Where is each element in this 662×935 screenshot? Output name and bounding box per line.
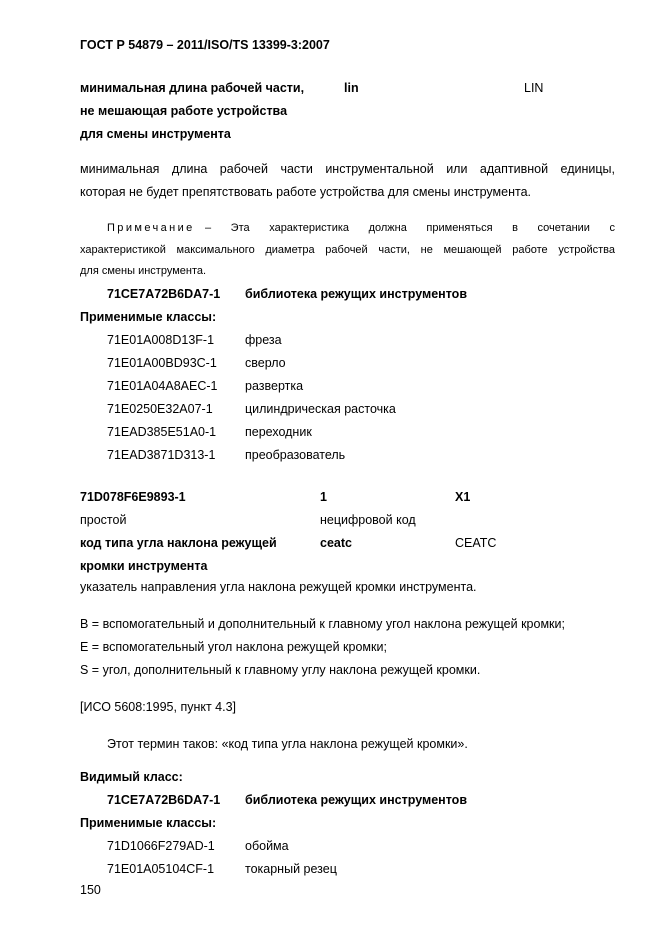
applicable-class-id: 71E01A00BD93C-1 bbox=[107, 356, 217, 370]
applicable-class-name: токарный резец bbox=[245, 862, 337, 876]
note-line-1: – Эта характеристика должна применяться в сочетании с bbox=[205, 222, 615, 234]
entry1-symbol: lin bbox=[344, 81, 359, 95]
applicable-class-id: 71E01A05104CF-1 bbox=[107, 862, 215, 876]
applicable-class-id: 71D1066F279AD-1 bbox=[107, 839, 215, 853]
entry2-type: простой bbox=[80, 513, 127, 527]
entry2-id: 71D078F6E9893-1 bbox=[80, 490, 186, 504]
applicable-class-name: развертка bbox=[245, 379, 304, 393]
entry2-name-line-2: кромки инструмента bbox=[80, 559, 208, 573]
applicable-class-name: сверло bbox=[245, 356, 286, 370]
entry2-type-desc: нецифровой код bbox=[320, 513, 416, 527]
entry2-symbol: ceatc bbox=[320, 536, 352, 550]
applicable-class-id: 71E01A008D13F-1 bbox=[107, 333, 215, 347]
applicable-class-name: цилиндрическая расточка bbox=[245, 402, 396, 416]
entry2-visible-class-id: 71CE7A72B6DA7-1 bbox=[107, 793, 221, 807]
entry2-term-note: Этот термин таков: «код типа угла наклона режущей кромки». bbox=[107, 737, 468, 751]
note-line-2: характеристикой максимального диаметра рабочей части, не мешающей работе устройства bbox=[80, 244, 615, 256]
page-header: ГОСТ Р 54879 – 2011/ISO/TS 13399-3:2007 bbox=[80, 38, 330, 52]
applicable-class-id: 71E01A04A8AEC-1 bbox=[107, 379, 218, 393]
entry1-visible-class-name: библиотека режущих инструментов bbox=[245, 287, 468, 301]
entry2-visible-class-name: библиотека режущих инструментов bbox=[245, 793, 468, 807]
entry2-code: CEATC bbox=[455, 536, 497, 550]
applicable-class-name: переходник bbox=[245, 425, 312, 439]
entry2-version: 1 bbox=[320, 490, 327, 504]
entry2-format: X1 bbox=[455, 490, 471, 504]
applicable-class-name: обойма bbox=[245, 839, 289, 853]
applicable-class-name: фреза bbox=[245, 333, 282, 347]
entry2-name-line-1: код типа угла наклона режущей bbox=[80, 536, 277, 550]
entry1-visible-class-id: 71CE7A72B6DA7-1 bbox=[107, 287, 221, 301]
value-item: Е = вспомогательный угол наклона режущей кромки; bbox=[80, 640, 387, 654]
entry1-code: LIN bbox=[524, 81, 544, 95]
entry1-definition-line-1: минимальная длина рабочей части инструментальной или адаптивной единицы, bbox=[80, 162, 615, 176]
entry2-reference: [ИСО 5608:1995, пункт 4.3] bbox=[80, 700, 237, 714]
entry2-visible-title: Видимый класс: bbox=[80, 770, 183, 784]
applicable-class-id: 71EAD3871D313-1 bbox=[107, 448, 216, 462]
applicable-class-id: 71E0250E32A07-1 bbox=[107, 402, 213, 416]
note-label: Примечание bbox=[107, 222, 195, 234]
entry1-definition-line-2: которая не будет препятствовать работе устройства для смены инструмента. bbox=[80, 185, 532, 199]
page-number: 150 bbox=[80, 883, 101, 897]
entry1-name-line-1: минимальная длина рабочей части, bbox=[80, 81, 305, 95]
entry2-definition: указатель направления угла наклона режущей кромки инструмента. bbox=[80, 580, 477, 594]
entry1-name-line-3: для смены инструмента bbox=[80, 127, 231, 141]
entry1-applicable-title: Применимые классы: bbox=[80, 310, 217, 324]
applicable-class-id: 71EAD385E51A0-1 bbox=[107, 425, 217, 439]
value-item: S = угол, дополнительный к главному углу наклона режущей кромки. bbox=[80, 663, 481, 677]
entry2-applicable-title: Применимые классы: bbox=[80, 816, 217, 830]
applicable-class-name: преобразователь bbox=[245, 448, 346, 462]
note-line-3: для смены инструмента. bbox=[80, 265, 207, 277]
entry1-name-line-2: не мешающая работе устройства bbox=[80, 104, 288, 118]
value-item: В = вспомогательный и дополнительный к главному угол наклона режущей кромки; bbox=[80, 617, 565, 631]
